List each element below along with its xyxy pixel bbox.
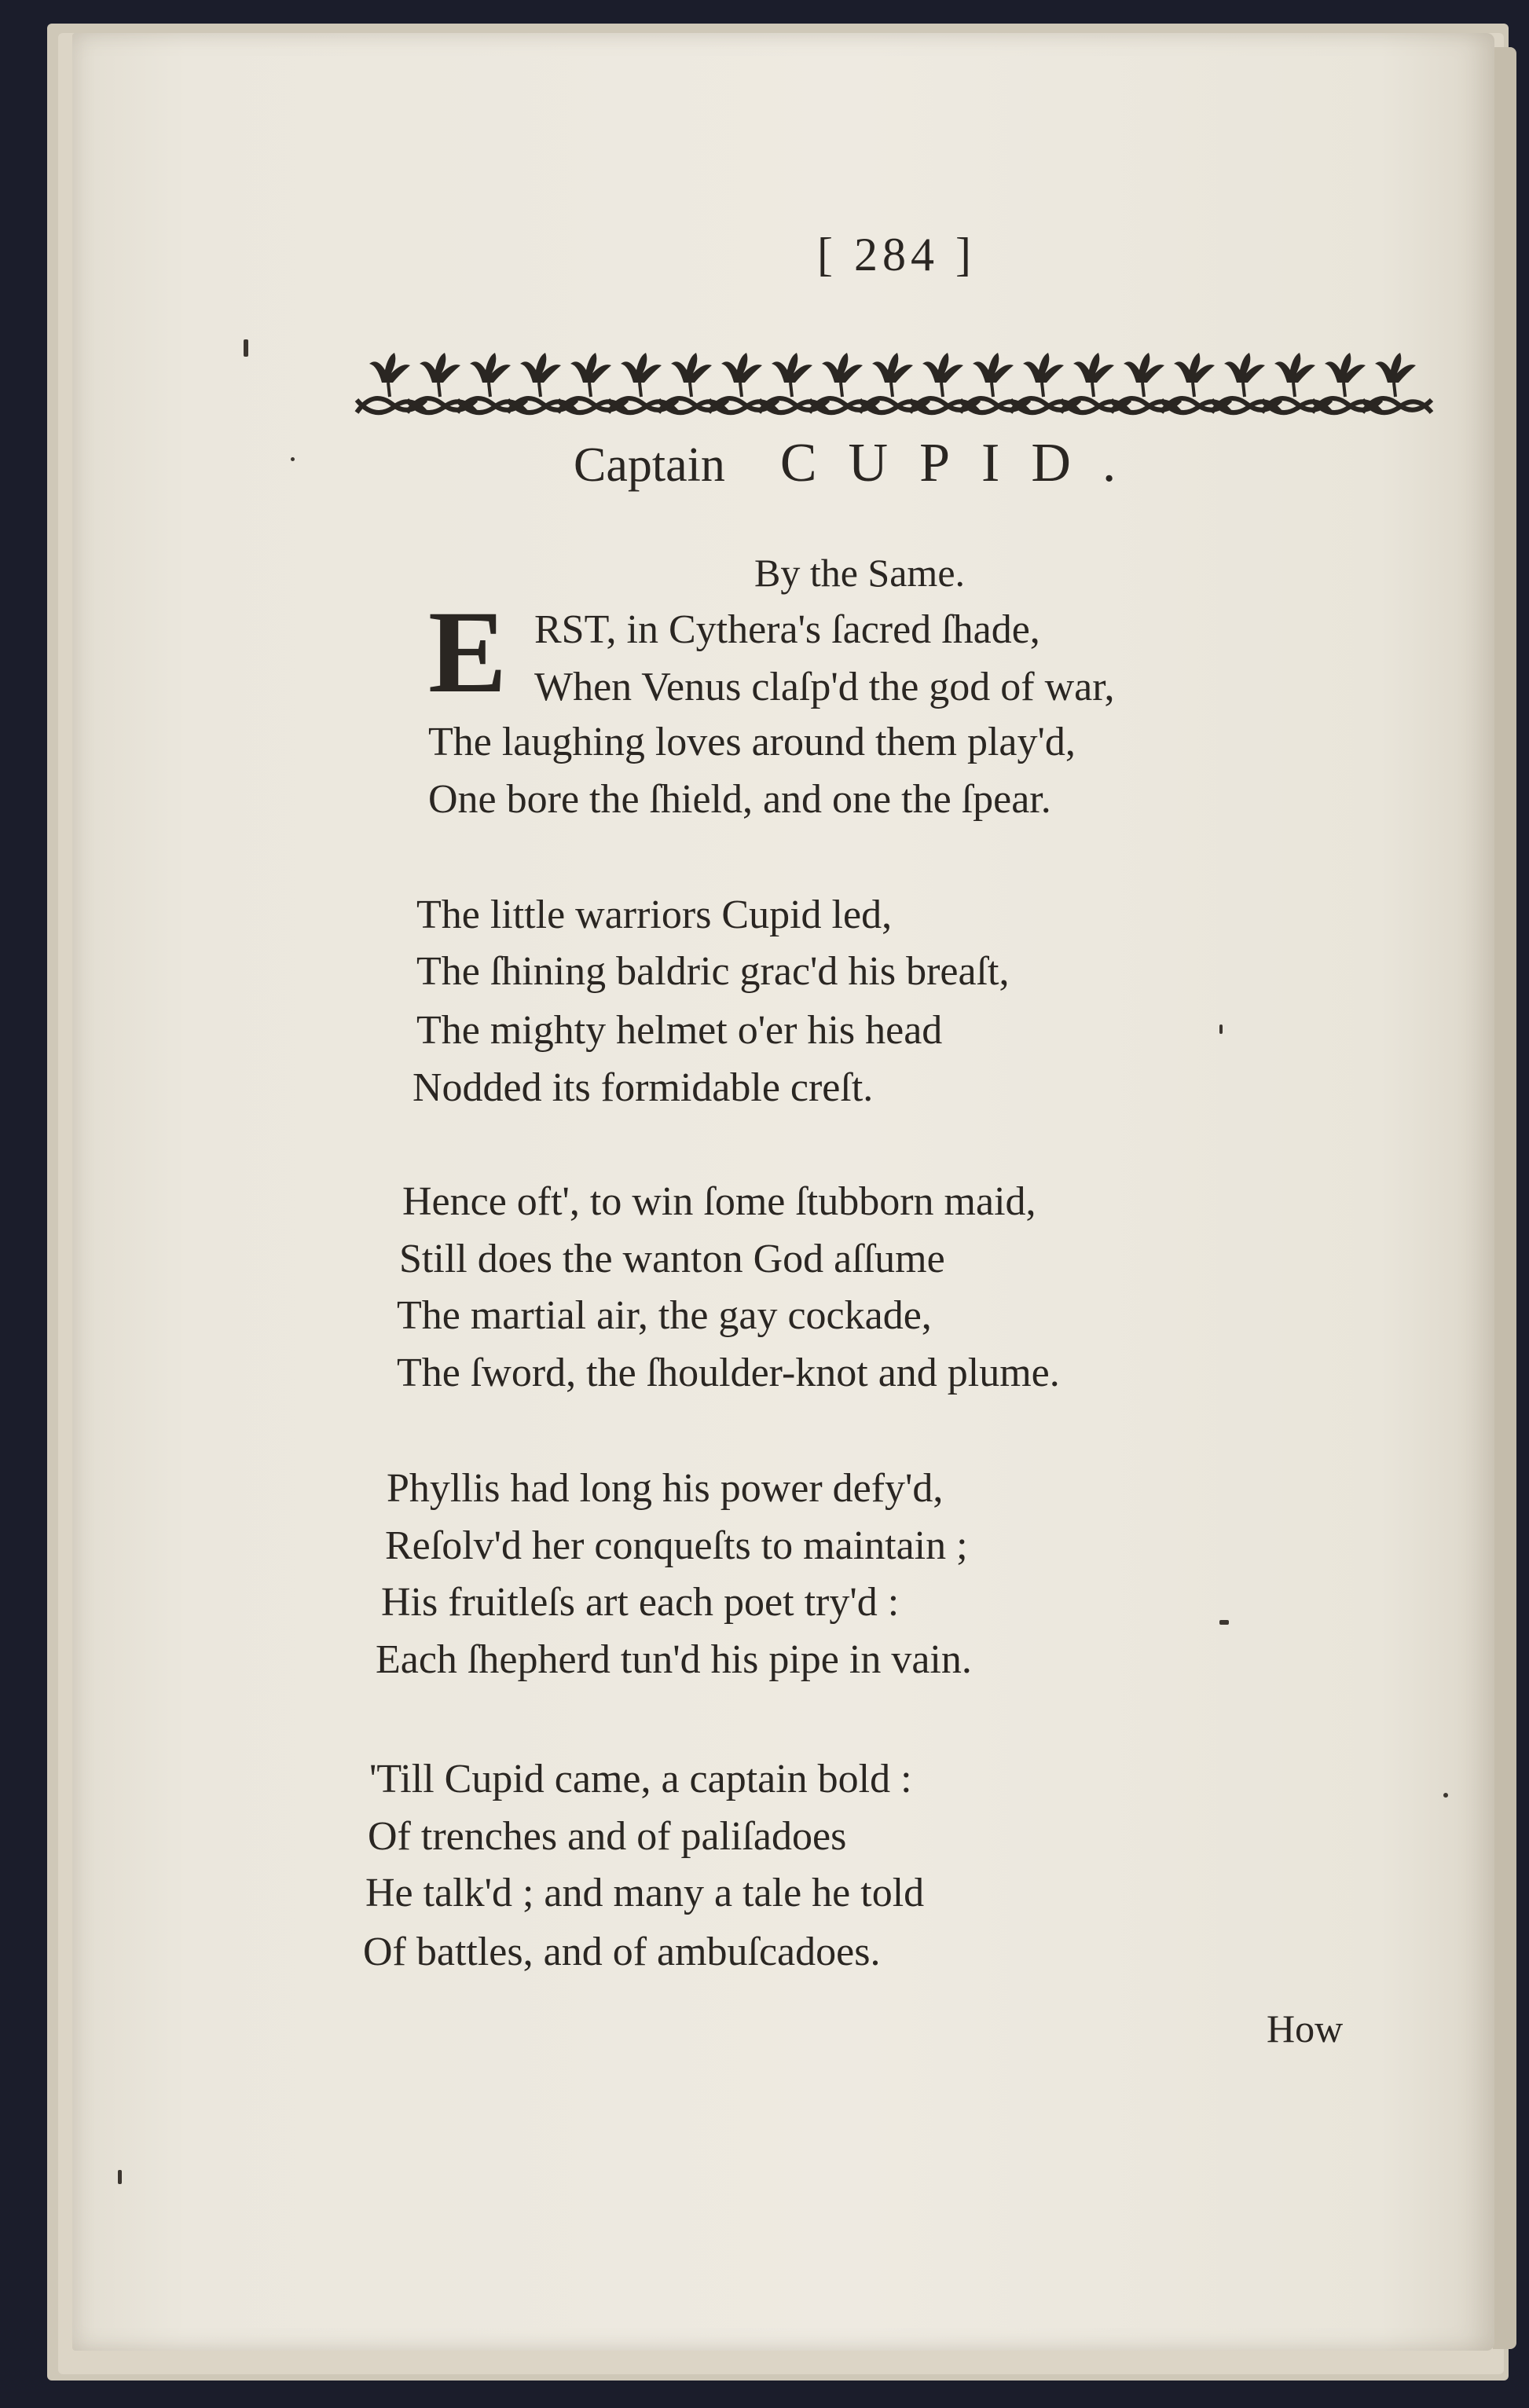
verse-line: Reſolv'd her conqueſts to maintain ; [385, 1523, 968, 1568]
poem-title [574, 432, 1147, 495]
ink-speck [118, 2170, 122, 2184]
verse-line: The little warriors Cupid led, [416, 892, 893, 937]
ink-speck [1443, 1793, 1448, 1798]
verse-line: He talk'd ; and many a tale he told [365, 1871, 925, 1915]
ink-speck [1219, 1024, 1223, 1034]
verse-line: Each ſhepherd tun'd his pipe in vain. [376, 1637, 972, 1682]
ink-speck [291, 457, 295, 461]
drop-cap: E [428, 587, 508, 717]
poem-title-prefix: Captain [574, 438, 725, 492]
verse-line: Nodded its formidable creſt. [412, 1065, 874, 1110]
verse-line: Still does the wanton God aſſume [399, 1237, 945, 1281]
verse-line: Hence oft', to win ſome ſtubborn maid, [402, 1179, 1036, 1224]
verse-line: The mighty helmet o'er his head [416, 1008, 943, 1053]
ornament-band [354, 334, 1442, 436]
verse-line: When Venus claſp'd the god of war, [534, 665, 1115, 709]
page-number: [ 284 ] [817, 229, 976, 280]
book-binding-edge [1493, 47, 1516, 2349]
verse-line: The martial air, the gay cockade, [397, 1293, 932, 1338]
poem-byline: By the Same. [754, 551, 966, 595]
verse-line: 'Till Cupid came, a captain bold : [369, 1757, 912, 1801]
verse-line: Of trenches and of paliſadoes [368, 1814, 847, 1859]
ink-speck [244, 339, 248, 357]
ink-speck [1219, 1620, 1229, 1625]
verse-line: Phyllis had long his power defy'd, [387, 1466, 944, 1511]
poem-title-main: CUPID. [779, 433, 1148, 493]
verse-line: His fruitleſs art each poet try'd : [381, 1580, 900, 1625]
ornament-row [357, 353, 1432, 412]
verse-line: One bore the ſhield, and one the ſpear. [428, 777, 1051, 822]
catchword: How [1267, 2007, 1344, 2051]
verse-line: The ſword, the ſhoulder-knot and plume. [397, 1351, 1060, 1395]
verse-line: Of battles, and of ambuſcadoes. [363, 1930, 881, 1974]
verse-line: The laughing loves around them play'd, [428, 720, 1076, 764]
verse-line: RST, in Cythera's ſacred ſhade, [534, 607, 1040, 652]
verse-line: The ſhining baldric grac'd his breaſt, [416, 949, 1010, 994]
